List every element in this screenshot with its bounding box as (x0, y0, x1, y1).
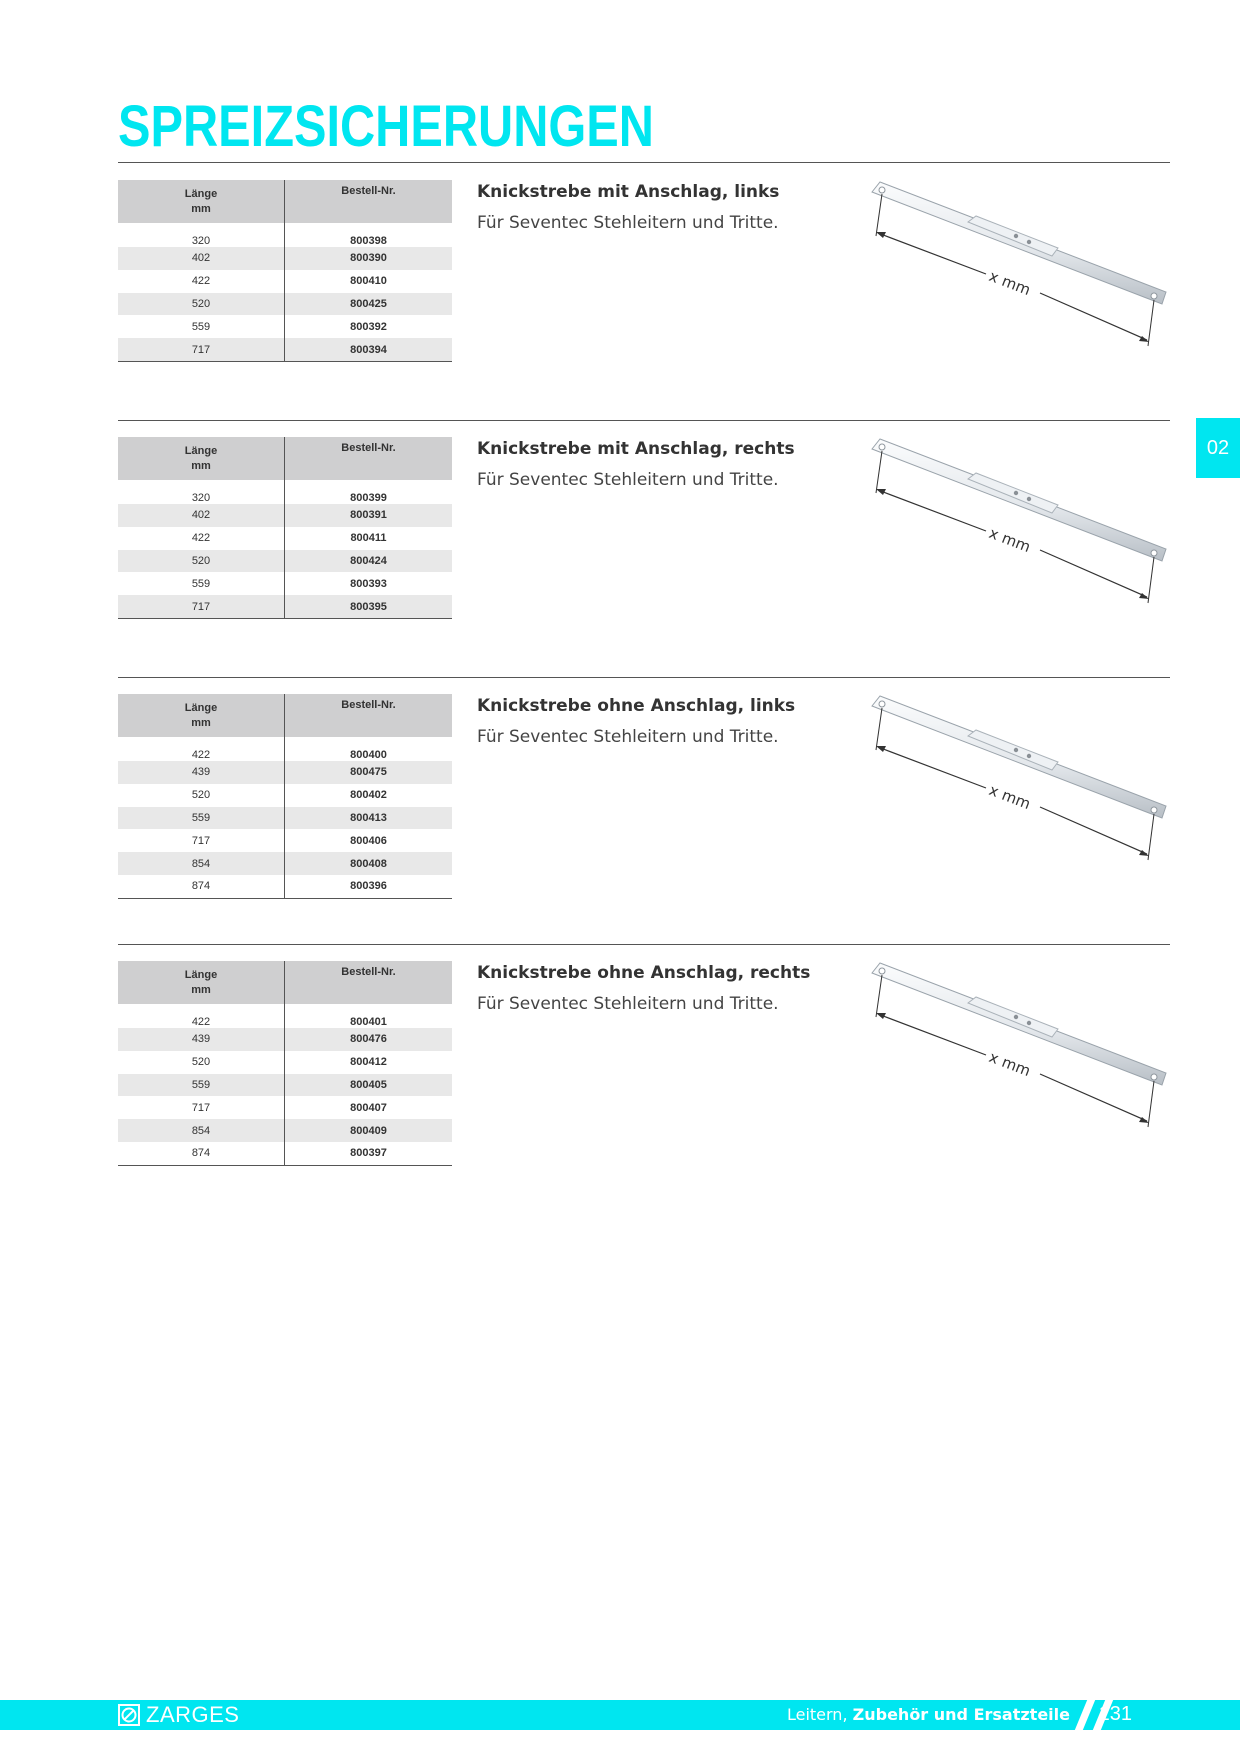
laenge-cell: 520 (118, 550, 285, 573)
laenge-cell: 520 (118, 293, 285, 316)
dimension-label: x mm (986, 780, 1034, 814)
table-row (118, 829, 452, 852)
header-bestell-nr-label: Bestell-Nr. (341, 442, 396, 454)
laenge-cell: 559 (118, 807, 285, 830)
laenge-cell: 520 (118, 1051, 285, 1074)
table-header-row (118, 694, 452, 737)
bestell-nr-cell[interactable]: 800400 (350, 749, 387, 761)
product-description: Für Seventec Stehleitern und Tritte. (477, 213, 779, 233)
laenge-cell: 422 (118, 527, 285, 550)
bestell-nr-cell[interactable]: 800392 (350, 320, 387, 333)
laenge-cell: 402 (118, 504, 285, 527)
laenge-cell: 422 (118, 270, 285, 293)
header-laenge-label: Länge (184, 968, 218, 981)
header-bestell-nr (285, 961, 453, 1004)
table-row (118, 1142, 452, 1165)
laenge-cell: 520 (118, 784, 285, 807)
bestell-nr-cell[interactable]: 800411 (350, 532, 387, 545)
bestell-nr-cell[interactable]: 800409 (285, 1119, 453, 1142)
bestell-nr-cell[interactable]: 800397 (285, 1142, 453, 1165)
header-laenge-unit: mm (191, 459, 211, 472)
bestell-nr-cell[interactable]: 800476 (285, 1028, 453, 1051)
table-row (118, 737, 452, 761)
laenge-cell: 854 (118, 852, 285, 875)
header-bestell-nr (285, 694, 453, 737)
table-row (118, 1028, 452, 1051)
header-laenge-unit: mm (191, 716, 211, 729)
laenge-cell: 422 (118, 1004, 285, 1028)
bestell-nr-cell[interactable]: 800424 (285, 550, 453, 573)
spec-table (118, 437, 452, 619)
table-row (118, 1074, 452, 1097)
table-row (118, 1096, 452, 1119)
table-row (118, 504, 452, 527)
bestell-nr-cell[interactable]: 800408 (285, 852, 453, 875)
section-divider (118, 944, 1170, 945)
laenge-cell: 422 (118, 737, 285, 761)
laenge-cell: 559 (118, 572, 285, 595)
bestell-nr-cell[interactable]: 800425 (285, 293, 453, 316)
header-laenge (118, 694, 285, 737)
spec-table (118, 694, 452, 899)
product-section (118, 961, 1170, 1201)
table-row (118, 338, 452, 361)
bestell-nr-cell[interactable]: 800406 (350, 834, 387, 847)
chapter-tab[interactable]: 02 (1196, 418, 1240, 478)
bestell-nr-cell[interactable]: 800390 (285, 247, 453, 270)
header-laenge-unit: mm (191, 983, 211, 996)
bestell-nr-cell[interactable]: 800402 (350, 789, 387, 802)
bestell-nr-cell[interactable]: 800412 (350, 1056, 387, 1069)
table-row (118, 247, 452, 270)
strut-product-image (836, 684, 1176, 884)
header-bestell-nr-label: Bestell-Nr. (341, 966, 396, 978)
bestell-nr-cell[interactable]: 800398 (350, 235, 387, 247)
strut-product-image (836, 170, 1176, 370)
laenge-cell: 402 (118, 247, 285, 270)
dimension-label: x mm (986, 1047, 1034, 1081)
laenge-cell: 559 (118, 1074, 285, 1097)
table-row (118, 1051, 452, 1074)
table-row (118, 1119, 452, 1142)
spec-table (118, 180, 452, 362)
header-bestell-nr-label: Bestell-Nr. (341, 699, 396, 711)
logo-text: ZARGES (146, 1702, 240, 1727)
bestell-nr-cell[interactable]: 800393 (350, 577, 387, 590)
bestell-nr-cell[interactable]: 800413 (285, 807, 453, 830)
product-title: Knickstrebe ohne Anschlag, links (477, 696, 796, 716)
page-number: 131 (1098, 1703, 1132, 1725)
bestell-nr-cell[interactable]: 800399 (350, 492, 387, 504)
header-laenge-label: Länge (184, 187, 218, 200)
laenge-cell: 874 (118, 1142, 285, 1165)
title-rule (118, 162, 1170, 163)
page-title: SPREIZSICHERUNGEN (118, 94, 654, 159)
dimension-label: x mm (986, 266, 1034, 300)
laenge-cell: 874 (118, 875, 285, 898)
footer-breadcrumb-light: Leitern, (786, 1705, 848, 1724)
table-row (118, 784, 452, 807)
bestell-nr-cell[interactable]: 800407 (350, 1101, 387, 1114)
table-row (118, 315, 452, 338)
bestell-nr-cell[interactable]: 800395 (285, 595, 453, 618)
table-row (118, 572, 452, 595)
section-divider (118, 677, 1170, 678)
section-divider (118, 420, 1170, 421)
strut-product-image (836, 951, 1176, 1151)
product-description: Für Seventec Stehleitern und Tritte. (477, 470, 779, 490)
table-header-row (118, 437, 452, 480)
table-header-row (118, 180, 452, 223)
laenge-cell: 439 (118, 1028, 285, 1051)
product-description: Für Seventec Stehleitern und Tritte. (477, 994, 779, 1014)
table-row (118, 550, 452, 573)
table-header-row (118, 961, 452, 1004)
header-bestell-nr (285, 180, 453, 223)
laenge-cell: 854 (118, 1119, 285, 1142)
header-laenge-unit: mm (191, 202, 211, 215)
product-title: Knickstrebe mit Anschlag, rechts (477, 439, 795, 459)
laenge-cell: 717 (118, 829, 285, 852)
bestell-nr-cell[interactable]: 800396 (285, 875, 453, 898)
laenge-cell: 717 (118, 595, 285, 618)
table-row (118, 270, 452, 293)
zarges-logo[interactable] (118, 1703, 239, 1727)
laenge-cell: 717 (118, 338, 285, 361)
table-row (118, 875, 452, 898)
header-laenge (118, 180, 285, 223)
footer-breadcrumb (787, 1705, 1070, 1724)
table-row (118, 1004, 452, 1028)
table-row (118, 595, 452, 618)
header-laenge (118, 437, 285, 480)
product-section (118, 437, 1170, 677)
table-row (118, 480, 452, 504)
bestell-nr-cell[interactable]: 800394 (285, 338, 453, 361)
header-laenge-label: Länge (184, 444, 218, 457)
laenge-cell: 320 (118, 480, 285, 504)
header-bestell-nr-label: Bestell-Nr. (341, 185, 396, 197)
header-bestell-nr (285, 437, 453, 480)
bestell-nr-cell[interactable]: 800391 (285, 504, 453, 527)
spec-table (118, 961, 452, 1166)
laenge-cell: 717 (118, 1096, 285, 1119)
bestell-nr-cell[interactable]: 800401 (350, 1016, 387, 1028)
product-description: Für Seventec Stehleitern und Tritte. (477, 727, 779, 747)
laenge-cell: 320 (118, 223, 285, 247)
product-section (118, 180, 1170, 420)
footer-breadcrumb-bold: Zubehör und Ersatzteile (852, 1705, 1070, 1724)
table-row (118, 852, 452, 875)
dimension-label: x mm (986, 523, 1034, 557)
product-title: Knickstrebe mit Anschlag, links (477, 182, 780, 202)
product-title: Knickstrebe ohne Anschlag, rechts (477, 963, 811, 983)
laenge-cell: 439 (118, 761, 285, 784)
table-row (118, 807, 452, 830)
strut-product-image (836, 427, 1176, 627)
zarges-logo-icon (118, 1704, 140, 1726)
footer-bar (0, 1700, 1240, 1730)
table-row (118, 223, 452, 247)
bestell-nr-cell[interactable]: 800410 (350, 275, 387, 288)
table-row (118, 293, 452, 316)
header-laenge-label: Länge (184, 701, 218, 714)
product-section (118, 694, 1170, 934)
bestell-nr-cell[interactable]: 800405 (285, 1074, 453, 1097)
bestell-nr-cell[interactable]: 800475 (285, 761, 453, 784)
table-row (118, 527, 452, 550)
laenge-cell: 559 (118, 315, 285, 338)
table-row (118, 761, 452, 784)
header-laenge (118, 961, 285, 1004)
